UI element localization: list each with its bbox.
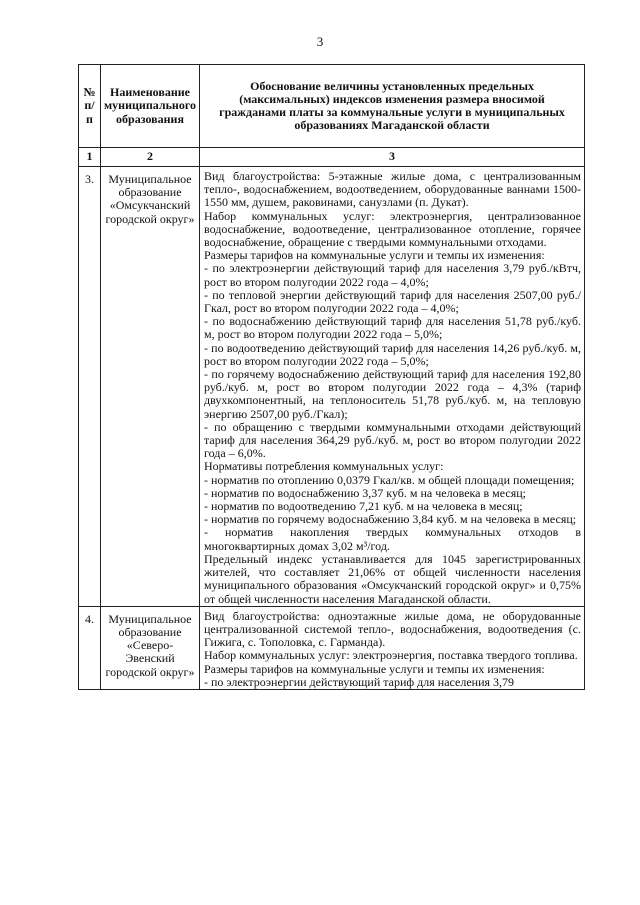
table-row xyxy=(79,606,585,689)
row-number: 4. xyxy=(79,606,101,689)
text-line: - норматив по горячему водоснабжению 3,84 куб. м на человека в месяц; xyxy=(204,512,577,527)
text-line: - норматив по водоснабжению 3,37 куб. м на человека в месяц; xyxy=(204,485,526,500)
justification-text xyxy=(200,167,585,607)
text-line: Вид благоустройства: 5-этажные жилые дома, с централизованным тепло-, водоснабжением, водоотведением, оборудованные ваннами 1500-1550 мм, душем, раковинами, санузлами (п. Дукат). xyxy=(204,169,581,210)
text-line: - по тепловой энергии действующий тариф для населения 2507,00 руб./Гкал, рост во втором полугодии 2022 года – 4,0%; xyxy=(204,287,581,316)
text-line: - норматив по отоплению 0,0379 Гкал/кв. м общей площади помещения; xyxy=(204,472,575,487)
column-number-1: 1 xyxy=(79,148,101,167)
text-line: - по водоснабжению действующий тариф для населения 51,78 руб./куб. м, рост во втором полугодии 2022 года – 5,0%; xyxy=(204,314,581,342)
text-line: - по обращению с твердыми коммунальными отходами действующий тариф для населения 364,29 руб./куб. м, рост во втором полугодии 2022 года – 6,0%. xyxy=(204,419,581,461)
text-line: Нормативы потребления коммунальных услуг: xyxy=(204,459,444,474)
municipality-name: Муниципальное образование «Северо-Эвенский городской округ» xyxy=(101,606,200,689)
tariff-table xyxy=(78,64,585,690)
text-line: Размеры тарифов на коммунальные услуги и темпы их изменения: xyxy=(204,661,545,676)
text-line: - по электроэнергии действующий тариф для населения 3,79 руб./кВтч, рост во втором полугодии 2022 года – 4,0%; xyxy=(204,261,581,289)
table-row xyxy=(79,167,585,607)
text-line: Вид благоустройства: одноэтажные жилые дома, не оборудованные централизованной системой тепло-, водоснабжения, водоотведения (с. Гижига, с. Тополовка, с. Гарманда). xyxy=(204,608,581,650)
text-line: Размеры тарифов на коммунальные услуги и темпы их изменения: xyxy=(204,248,545,263)
text-line: Набор коммунальных услуг: электроэнергия, поставка твердого топлива. xyxy=(204,648,578,663)
column-number-2: 2 xyxy=(101,148,200,167)
municipality-name: Муниципальное образование «Омсукчанский городской округ» xyxy=(101,167,200,607)
text-line: - по горячему водоснабжению действующий тариф для населения 192,80 руб./куб. м, рост во втором полугодии 2022 года – 4,3% (тариф двухкомпонентный, на теплоноситель 51,78 руб./куб. м, на тепловую энергию 2507,00 руб./Гкал); xyxy=(204,367,581,421)
table-header-row xyxy=(79,65,585,148)
text-line: Предельный индекс устанавливается для 1045 зарегистрированных жителей, что составляет 21,06% от общей численности населения муниципального образования «Омсукчанский городской округ» и 0,75% от общей численности населения Магаданской области. xyxy=(204,551,581,606)
header-municipality: Наименование муниципального образования xyxy=(101,65,200,148)
page-number: 3 xyxy=(316,34,324,49)
text-line: - норматив по водоотведению 7,21 куб. м на человека в месяц; xyxy=(204,499,523,514)
column-number-row xyxy=(79,148,585,167)
column-number-3: 3 xyxy=(200,148,585,167)
text-line: - по водоотведению действующий тариф для населения 14,26 руб./куб. м, рост во втором полугодии 2022 года – 5,0%; xyxy=(204,340,581,368)
text-line: - по электроэнергии действующий тариф для населения 3,79 xyxy=(204,674,515,689)
text-line: Набор коммунальных услуг: электроэнергия, централизованное водоснабжение, водоотведение, централизованное отопление, горячее водоснабжение, обращение с твердыми коммунальными отходами. xyxy=(204,208,581,250)
row-number: 3. xyxy=(79,167,101,607)
header-justification: Обоснование величины установленных предельных (максимальных) индексов изменения размера вносимой гражданами платы за коммунальные услуги в муниципальных образованиях Магаданской области xyxy=(200,65,585,148)
header-number: № п/п xyxy=(79,65,101,148)
text-line: - норматив накопления твердых коммунальных отходов в многоквартирных домах 3,02 м³/год. xyxy=(204,525,581,553)
justification-text xyxy=(200,606,585,689)
